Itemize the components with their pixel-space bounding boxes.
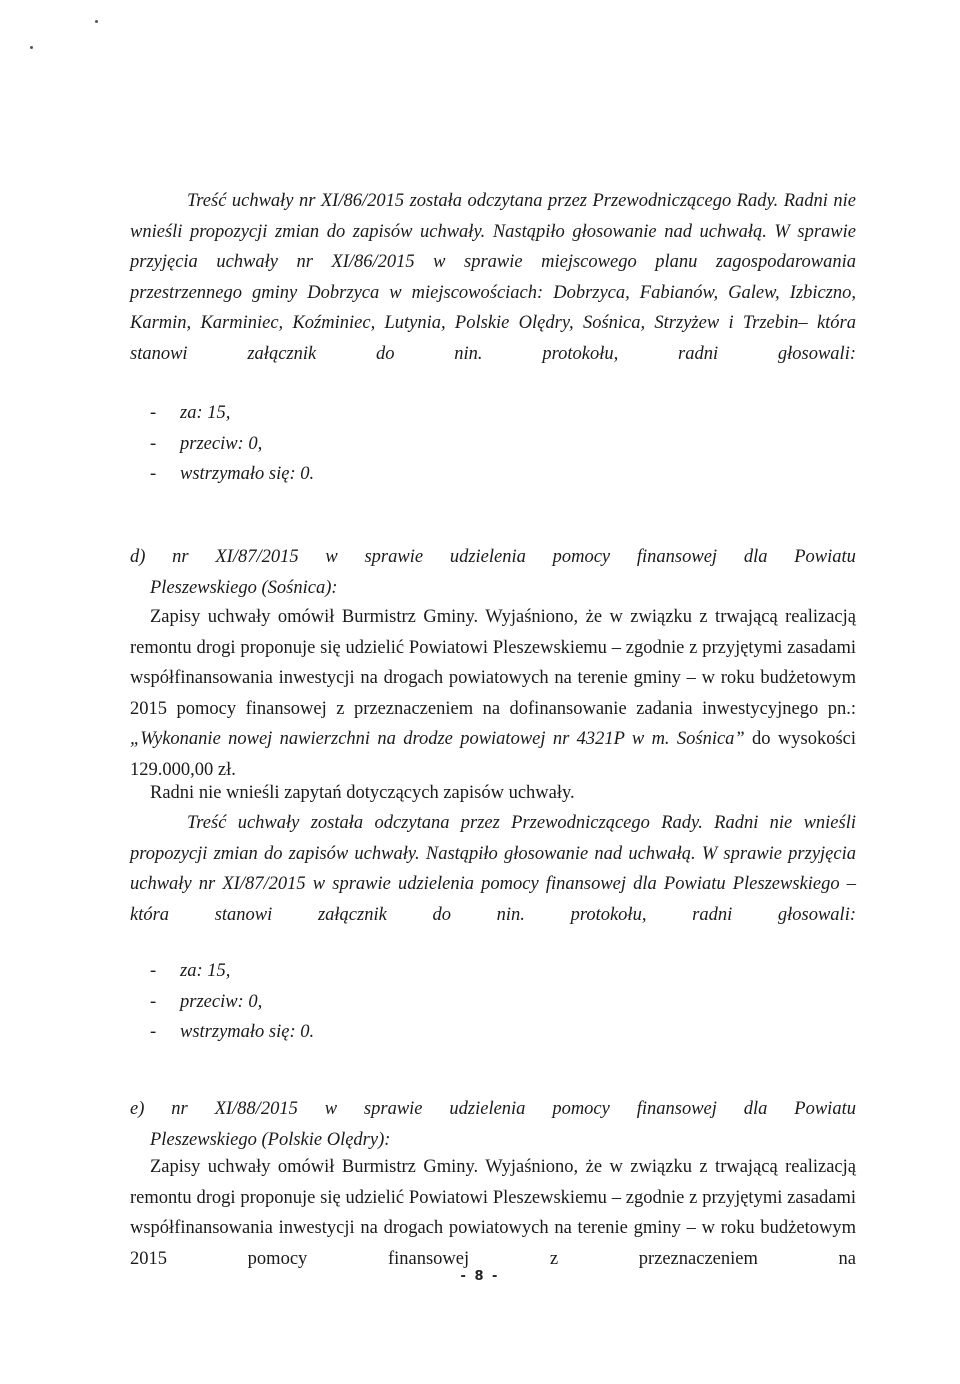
vote-abstain: - wstrzymało się: 0. <box>150 464 315 484</box>
section-d-heading: d) nr XI/87/2015 w sprawie udzielenia pomocy finansowej dla Powiatu Pleszewskiego (Sośnica): <box>130 547 856 598</box>
resolution-86-vote-paragraph: Treść uchwały nr XI/86/2015 została odczytana przez Przewodniczącego Rady. Radni nie wnieśli propozycji zmian do zapisów uchwały. Nastąpiło głosowanie nad uchwałą. W sprawie przyjęcia uchwały nr XI/86/2015 w sprawie miejscowego planu zagospodarowania przestrzennego gminy Dobrzyca w miejscowościach: Dobrzyca, Fabianów, Galew, Izbiczno, Karmin, Karminiec, Koźminiec, Lutynia, Polskie Olędry, Sośnica, Strzyżew i Trzebin– która stanowi załącznik do nin. protokołu, radni głosowali: <box>130 191 856 364</box>
vote-for: - za: 15, <box>150 403 231 423</box>
vote-for: - za: 15, <box>150 961 231 981</box>
task-name: „Wykonanie nowej nawierzchni na drodze powiatowej nr 4321P w m. Sośnica” <box>130 729 745 749</box>
vote-list-86 <box>150 398 314 490</box>
vote-against: - przeciw: 0, <box>150 991 263 1012</box>
section-e-body: Zapisy uchwały omówił Burmistrz Gminy. Wyjaśniono, że w związku z trwającą realizacją remontu drogi proponuje się udzielić Powiatowi Pleszewskiemu – zgodnie z przyjętymi zasadami współfinansowania inwestycji na drogach powiatowych na terenie gminy – w roku budżetowym 2015 pomocy finansowej z przeznaczeniem na <box>130 1157 856 1269</box>
section-e-heading: e) nr XI/88/2015 w sprawie udzielenia pomocy finansowej dla Powiatu Pleszewskiego (Polskie Olędry): <box>130 1099 856 1150</box>
scan-speck <box>95 20 98 23</box>
vote-against: - przeciw: 0, <box>150 433 263 454</box>
vote-list-87 <box>150 956 314 1048</box>
page-number: - 8 - <box>460 1269 500 1284</box>
section-d-vote-paragraph: Treść uchwały została odczytana przez Przewodniczącego Rady. Radni nie wnieśli propozycji zmian do zapisów uchwały. Nastąpiło głosowanie nad uchwałą. W sprawie przyjęcia uchwały nr XI/87/2015 w sprawie udzielenia pomocy finansowej dla Powiatu Pleszewskiego – która stanowi załącznik do nin. protokołu, radni głosowali: <box>130 813 856 925</box>
scan-speck <box>30 46 33 49</box>
section-d-no-questions: Radni nie wnieśli zapytań dotyczących zapisów uchwały. <box>150 783 575 803</box>
section-d-body: Zapisy uchwały omówił Burmistrz Gminy. Wyjaśniono, że w związku z trwającą realizacją remontu drogi proponuje się udzielić Powiatowi Pleszewskiemu – zgodnie z przyjętymi zasadami współfinansowania inwestycji na drogach powiatowych na terenie gminy – w roku budżetowym 2015 pomocy finansowej z przeznaczeniem na dofinansowanie zadania inwestycyjnego pn.: „Wykonanie nowej nawierzchni na drodze powiatowej nr 4321P w m. Sośnica” do wysokości 129.000,00 zł. <box>130 607 856 780</box>
vote-abstain: - wstrzymało się: 0. <box>150 1022 315 1042</box>
